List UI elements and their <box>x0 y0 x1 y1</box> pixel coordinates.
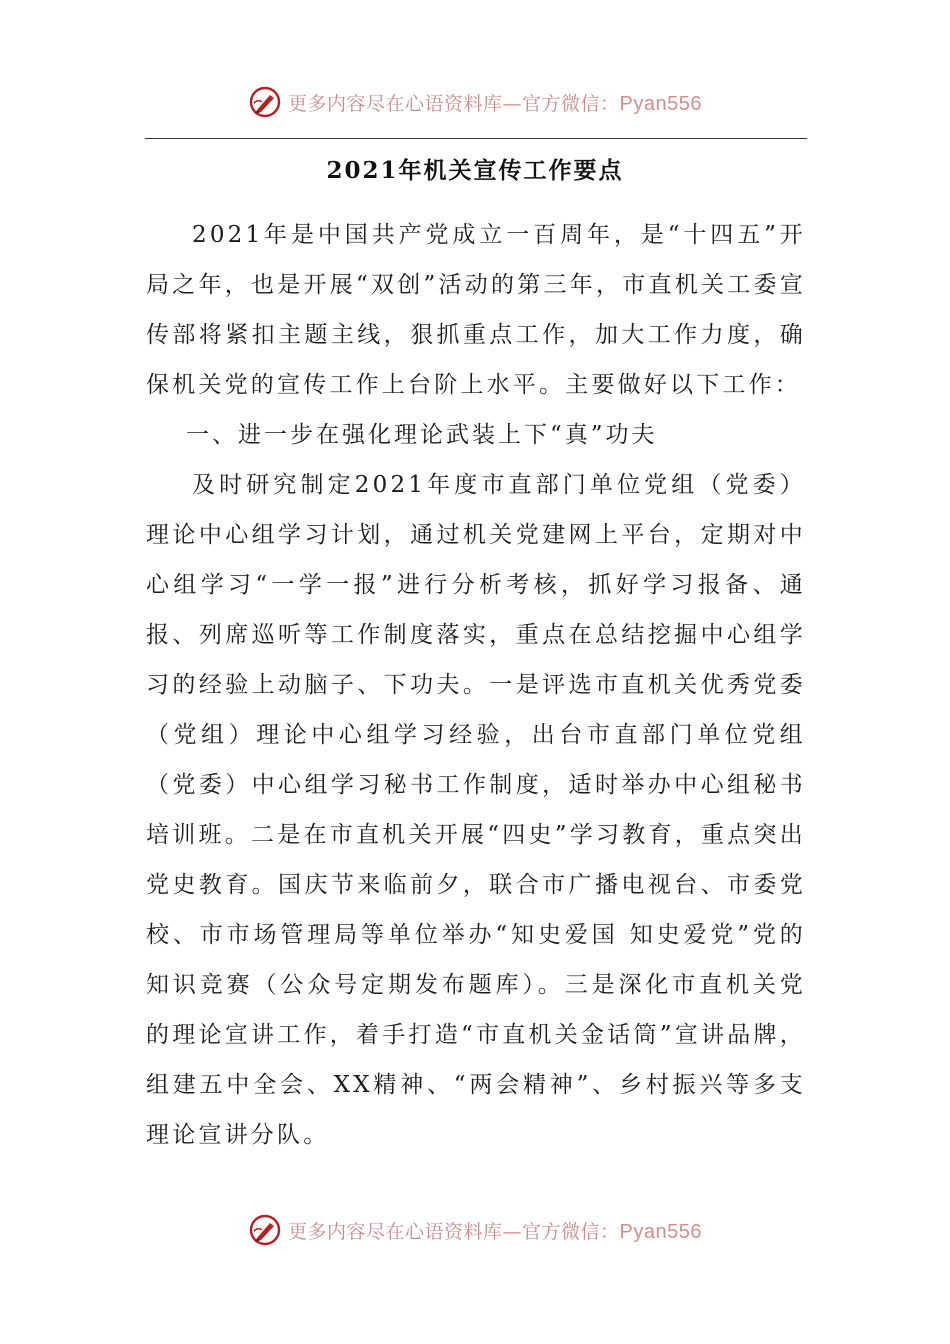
watermark-wechat-id: Pyan556 <box>619 92 702 115</box>
watermark-label: 更多内容尽在心语资料库—官方微信： <box>288 92 620 115</box>
section-paragraph: 及时研究制定2021年度市直部门单位党组（党委）理论中心组学习计划，通过机关党建网上平台，定期对中心组学习“一学一报”进行分析考核，抓好学习报备、通报、列席巡听等工作制度落实，重点在总结挖掘中心组学习的经验上动脑子、下功夫。一是评选市直机关优秀党委（党组）理论中心组学习经验，出台市直部门单位党组（党委）中心组学习秘书工作制度，适时举办中心组秘书培训班。二是在市直机关开展“四史”学习教育，重点突出党史教育。国庆节来临前夕，联合市广播电视台、市委党校、市市场管理局等单位举办“知史爱国 知史爱党”党的知识竞赛（公众号定期发布题库）。三是深化市直机关党的理论宣讲工作，着手打造“市直机关金话筒”宣讲品牌，组建五中全会、XX精神、“两会精神”、乡村振兴等多支理论宣讲分队。 <box>146 472 806 1148</box>
pen-nib-logo-icon <box>248 85 282 119</box>
header-divider <box>145 138 807 139</box>
watermark-banner-bottom <box>0 1208 950 1252</box>
watermark-banner-top <box>0 80 950 124</box>
watermark-wechat-id: Pyan556 <box>619 1220 702 1243</box>
watermark-text <box>288 1217 702 1244</box>
section-heading: 一、进一步在强化理论武装上下“真”功夫 <box>186 422 658 448</box>
pen-nib-logo-icon <box>248 1213 282 1247</box>
intro-paragraph: 2021年是中国共产党成立一百周年，是“十四五”开局之年，也是开展“双创”活动的第三年，市直机关工委宣传部将紧扣主题主线，狠抓重点工作，加大工作力度，确保机关党的宣传工作上台阶上水平。主要做好以下工作： <box>146 222 806 398</box>
document-title: 2021年机关宣传工作要点 <box>326 157 624 184</box>
watermark-label: 更多内容尽在心语资料库—官方微信： <box>288 1220 620 1243</box>
watermark-text <box>288 89 702 116</box>
document-body <box>146 210 806 1160</box>
